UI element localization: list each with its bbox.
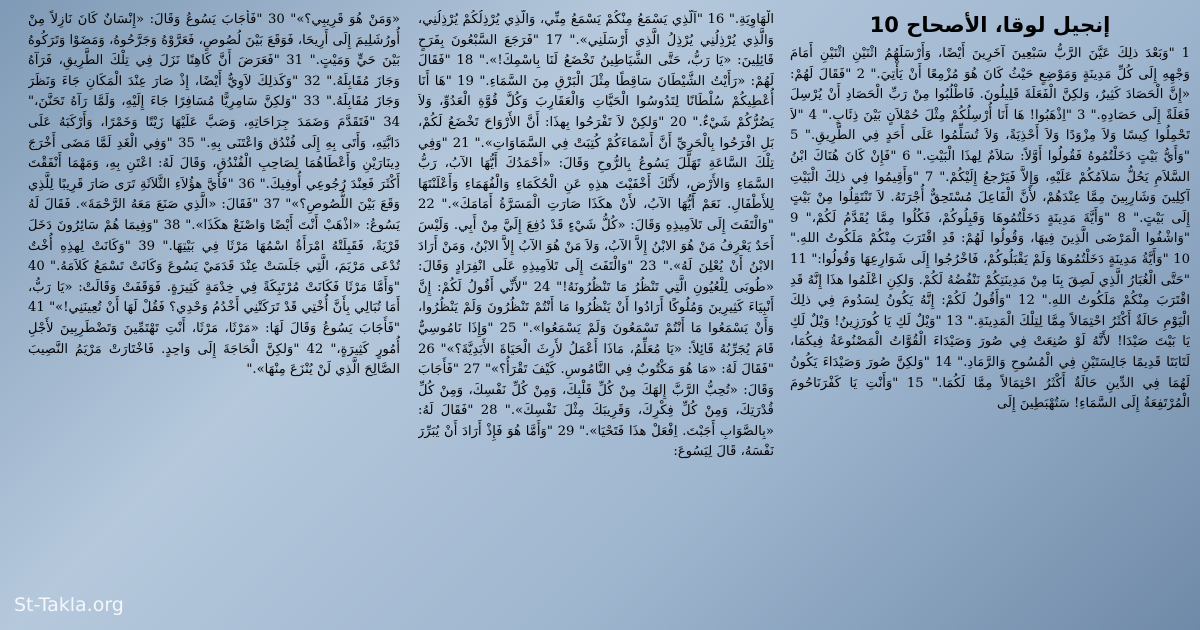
column-right [790,10,1190,625]
column-middle-text: الْهَاوِيَةِ." 16 "اَلَّذِي يَسْمَعُ مِنْكُمْ يَسْمَعُ مِنِّي، وَالَّذِي يُرْذِلُكُمْ يُرْذِلُنِي، وَالَّذِي يُرْذِلُنِي يُرْذِلُ الَّذِي أَرْسَلَنِي»." 17 "فَرَجَعَ السَّبْعُونَ بِفَرَحٍ قَائِلِينَ: «يَا رَبُّ، حَتَّى الشَّيَاطِينُ تَخْضَعُ لَنَا بِاسْمِكَ!»." 18 "فَقَالَ لَهُمْ: «رَأَيْتُ الشَّيْطَانَ سَاقِطًا مِثْلَ الْبَرْقِ مِنَ السَّمَاءِ." 19 "هَا أَنَا أُعْطِيكُمْ سُلْطَانًا لِتَدُوسُوا الْحَيَّاتِ وَالْعَقَارِبَ وَكُلَّ قُوَّةِ الْعَدُوِّ، وَلاَ يَضُرُّكُمْ شَيْءٌ." 20 "وَلكِنْ لاَ تَفْرَحُوا بِهذَا: أَنَّ الأَرْوَاحَ تَخْضَعُ لَكُمْ، بَلِ افْرَحُوا بِالْحَرِيِّ أَنَّ أَسْمَاءَكُمْ كُتِبَتْ فِي السَّمَاوَاتِ»." 21 "وَفِي تِلْكَ السَّاعَةِ تَهَلَّلَ يَسُوعُ بِالرُّوحِ وَقَالَ: «أَحْمَدُكَ أَيُّهَا الآبُ، رَبُّ السَّمَاءِ وَالأَرْضِ، لأَنَّكَ أَخْفَيْتَ هذِهِ عَنِ الْحُكَمَاءِ وَالْفُهَمَاءِ وَأَعْلَنْتَهَا لِلأَطْفَالِ. نَعَمْ أَيُّهَا الآبُ، لأَنْ هكَذَا صَارَتِ الْمَسَرَّةُ أَمَامَكَ»." 22 "وَالْتَفَتَ إِلَى تَلاَمِيذِهِ وَقَالَ: «كُلُّ شَيْءٍ قَدْ دُفِعَ إِلَيَّ مِنْ أَبِي. وَلَيْسَ أَحَدٌ يَعْرِفُ مَنْ هُوَ الابْنُ إِلاَّ الآبُ، وَلاَ مَنْ هُوَ الآبُ إِلاَّ الابْنُ، وَمَنْ أَرَادَ الابْنُ أَنْ يُعْلِنَ لَهُ»." 23 "وَالْتَفَتَ إِلَى تَلاَمِيذِهِ عَلَى انْفِرَادٍ وَقَالَ: «طُوبَى لِلْعُيُونِ الَّتِي تَنْظُرُ مَا تَنْظُرُونَهُ!" 24 "لأَنِّي أَقُولُ لَكُمْ: إِنَّ أَنْبِيَاءَ كَثِيرِينَ وَمُلُوكًا أَرَادُوا أَنْ يَنْظُرُوا مَا أَنْتُمْ تَنْظُرُونَ وَلَمْ يَنْظُرُوا، وَأَنْ يَسْمَعُوا مَا أَنْتُمْ تَسْمَعُونَ وَلَمْ يَسْمَعُوا»." 25 "وَإِذَا نَامُوسِيٌّ قَامَ يُجَرِّبُهُ قَائِلاً: «يَا مُعَلِّمُ، مَاذَا أَعْمَلُ لأَرِثَ الْحَيَاةَ الأَبَدِيَّةَ؟»" 26 "فَقَالَ لَهُ: «مَا هُوَ مَكْتُوبٌ فِي النَّامُوسِ. كَيْفَ تَقْرَأُ؟»" 27 "فَأَجَابَ وَقَالَ: «تُحِبُّ الرَّبَّ إِلهَكَ مِنْ كُلِّ قَلْبِكَ، وَمِنْ كُلِّ نَفْسِكَ، وَمِنْ كُلِّ قُدْرَتِكَ، وَمِنْ كُلِّ فِكْرِكَ، وَقَرِيبَكَ مِثْلَ نَفْسِكَ»." 28 "فَقَالَ لَهُ: «بِالصَّوَابِ أَجَبْتَ. اِفْعَلْ هذَا فَتَحْيَا»." 29 "وَأَمَّا هُوَ فَإِذْ أَرَادَ أَنْ يُبَرِّرَ نَفْسَهُ، قَالَ لِيَسُوعَ: [418,12,774,460]
site-watermark: St-Takla.org [14,594,124,616]
page-title: إنجيل لوقا، الأصحاح 10 [869,13,1111,37]
column-left-text: «وَمَنْ هُوَ قَرِيبِي؟»" 30 "فَأَجَابَ يَسُوعُ وَقَالَ: «إِنْسَانٌ كَانَ نَازِلاً مِنْ أُورُشَلِيمَ إِلَى أَرِيحَا، فَوَقَعَ بَيْنَ لُصُوصٍ، فَعَرَّوْهُ وَجَرَّحُوهُ، وَمَضَوْا وَتَرَكُوهُ بَيْنَ حَيٍّ وَمَيْتٍ." 31 "فَعَرَضَ أَنَّ كَاهِنًا نَزَلَ فِي تِلْكَ الطَّرِيقِ، فَرَآهُ وَجَازَ مُقَابِلَهُ." 32 "وَكَذلِكَ لاَوِيٌّ أَيْضًا، إِذْ صَارَ عِنْدَ الْمَكَانِ جَاءَ وَنَظَرَ وَجَازَ مُقَابِلَهُ." 33 "وَلكِنَّ سَامِرِيًّا مُسَافِرًا جَاءَ إِلَيْهِ، وَلَمَّا رَآهُ تَحَنَّنَ،" 34 "فَتَقَدَّمَ وَضَمَدَ جِرَاحَاتِهِ، وَصَبَّ عَلَيْهَا زَيْتًا وَخَمْرًا، وَأَرْكَبَهُ عَلَى دَابَّتِهِ، وَأَتَى بِهِ إِلَى فُنْدُق وَاعْتَنَى بِهِ." 35 "وَفِي الْغَدِ لَمَّا مَضَى أَخْرَجَ دِينَارَيْنِ وَأَعْطَاهُمَا لِصَاحِبِ الْفُنْدُقِ، وَقَالَ لَهُ: اعْتَنِ بِهِ، وَمَهْمَا أَنْفَقْتَ أَكْثَرَ فَعِنْدَ رُجُوعِي أُوفِيكَ." 36 "فَأَيَّ هؤُلاَءِ الثَّلاَثَةِ تَرَى صَارَ قَرِيبًا لِلَّذِي وَقَعَ بَيْنَ اللُّصُوصِ؟»" 37 "فَقَالَ: «الَّذِي صَنَعَ مَعَهُ الرَّحْمَةَ». فَقَالَ لَهُ يَسُوعُ: «اذْهَبْ أَنْتَ أَيْضًا وَاصْنَعْ هكَذَا»." 38 "وَفِيمَا هُمْ سَائِرُونَ دَخَلَ قَرْيَةً، فَقَبِلَتْهُ امْرَأَةٌ اسْمُهَا مَرْثَا فِي بَيْتِهَا." 39 "وَكَانَتْ لِهذِهِ أُخْتٌ تُدْعَى مَرْيَمَ، الَّتِي جَلَسَتْ عِنْدَ قَدَمَيْ يَسُوعَ وَكَانَتْ تَسْمَعُ كَلاَمَهُ." 40 "وَأَمَّا مَرْثَا فَكَانَتْ مُرْتَبِكَةً فِي خِدْمَةٍ كَثِيرَةٍ. فَوَقَفَتْ وَقَالَتْ: «يَا رَبُّ، أَمَا تُبَالِي بِأَنَّ أُخْتِي قَدْ تَرَكَتْنِي أَخْدُمُ وَحْدِي؟ فَقُلْ لَهَا أَنْ تُعِينَنِي!»" 41 "فَأَجَابَ يَسُوعُ وَقَالَ لَهَا: «مَرْثَا، مَرْثَا، أَنْتِ تَهْتَمِّينَ وَتَضْطَرِبِينَ لأَجْلِ أُمُورٍ كَثِيرَةٍ،" 42 "وَلكِنَّ الْحَاجَةَ إِلَى وَاحِدٍ. فَاخْتَارَتْ مَرْيَمُ النَّصِيبَ الصَّالِحَ الَّذِي لَنْ يُنْزَعَ مِنْهَا»." [28,12,400,378]
column-middle [418,10,774,625]
column-left [28,10,400,625]
column-right-text: 1 "وَبَعْدَ ذلِكَ عَيَّنَ الرَّبُّ سَبْعِينَ آخَرِينَ أَيْضًا، وَأَرْسَلَهُمُ اثْنَيْنِ اثْنَيْنِ أَمَامَ وَجْهِهِ إِلَى كُلِّ مَدِينَةٍ وَمَوْضِعٍ حَيْثُ كَانَ هُوَ مُزْمِعًا أَنْ يَأْتِيَ." 2 "فَقَالَ لَهُمْ: «إِنَّ الْحَصَادَ كَثِيرٌ، وَلكِنَّ الْفَعَلَةَ قَلِيلُونَ. فَاطْلُبُوا مِنْ رَبِّ الْحَصَادِ أَنْ يُرْسِلَ فَعَلَةً إِلَى حَصَادِهِ." 3 "اِذْهَبُوا! هَا أَنَا أُرْسِلُكُمْ مِثْلَ حُمْلاَنٍ بَيْنَ ذِئَابٍ." 4 "لاَ تَحْمِلُوا كِيسًا وَلاَ مِزْوَدًا وَلاَ أَحْذِيَةً، وَلاَ تُسَلِّمُوا عَلَى أَحَدٍ فِي الطَّرِيقِ." 5 "وَأَيُّ بَيْتٍ دَخَلْتُمُوهُ فَقُولُوا أَوَّلاً: سَلاَمٌ لِهذَا الْبَيْتِ." 6 "فَإِنْ كَانَ هُنَاكَ ابْنُ السَّلاَمِ يَحُلُّ سَلاَمُكُمْ عَلَيْهِ، وَإِلاَّ فَيَرْجعُ إِلَيْكُمْ." 7 "وَأَقِيمُوا فِي ذلِكَ الْبَيْتِ آكِلِينَ وَشَارِبِينَ مِمَّا عِنْدَهُمْ، لأَنَّ الْفَاعِلَ مُسْتَحِقٌّ أُجْرَتَهُ. لاَ تَنْتَقِلُوا مِنْ بَيْتٍ إِلَى بَيْتٍ." 8 "وَأَيَّةَ مَدِينَةٍ دَخَلْتُمُوهَا وَقَبِلُوكُمْ، فَكُلُوا مِمَّا يُقَدَّمُ لَكُمْ،" 9 "وَاشْفُوا الْمَرْضَى الَّذِينَ فِيهَا، وَقُولُوا لَهُمْ: قَدِ اقْتَرَبَ مِنْكُمْ مَلَكُوتُ اللهِ." 10 "وَأَيَّةُ مَدِينَةٍ دَخَلْتُمُوهَا وَلَمْ يَقْبَلُوكُمْ، فَاخْرُجُوا إِلَى شَوَارِعِهَا وَقُولُوا:" 11 "حَتَّى الْغُبَارُ الَّذِي لَصِقَ بِنَا مِنْ مَدِينَتِكُمْ نَنْفُضُهُ لَكُمْ. وَلكِنِ اعْلَمُوا هذَا إِنَّهُ قَدِ اقْتَرَبَ مِنْكُمْ مَلَكُوتُ اللهِ." 12 "وَأَقُولُ لَكُمْ: إِنَّهُ يَكُونُ لِسَدُومَ فِي ذلِكَ الْيَوْمِ حَالَةٌ أَكْثَرُ احْتِمَالاً مِمَّا لِتِلْكَ الْمَدِينَةِ." 13 "وَيْلٌ لَكِ يَا كُورَزِينُ! وَيْلٌ لَكِ يَا بَيْتَ صَيْدَا! لأَنَّهُ لَوْ صُنِعَتْ فِي صُورَ وَصَيْدَاءَ الْقُوَّاتُ الْمَصْنُوعَةُ فِيكُمَا، لَتَابَتَا قَدِيمًا جَالِسَتَيْنِ فِي الْمُسُوحِ وَالرَّمَادِ." 14 "وَلكِنَّ صُورَ وَصَيْدَاءَ يَكُونُ لَهُمَا فِي الدِّينِ حَالَةٌ أَكْثَرُ احْتِمَالاً مِمَّا لَكُمَا." 15 "وَأَنْتِ يَا كَفْرَنَاحُومَ الْمُرْتَفِعَةُ إِلَى السَّمَاءِ! سَتُهْبَطِينَ إِلَى [790,46,1190,412]
